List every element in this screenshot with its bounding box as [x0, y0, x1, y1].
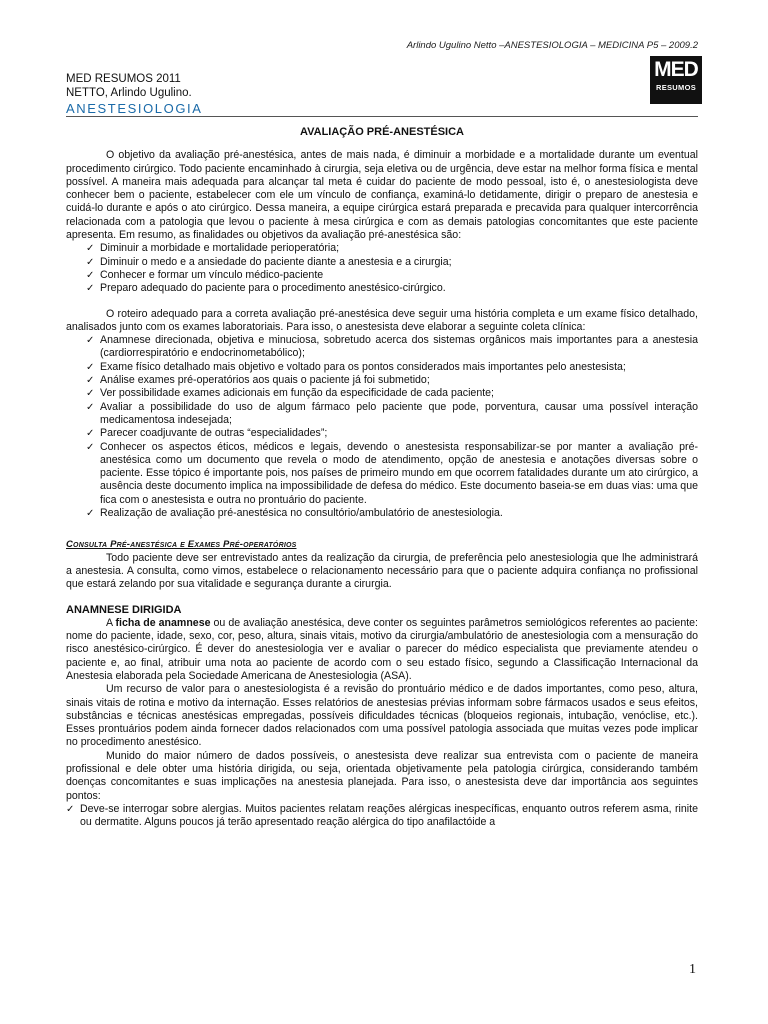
anamnese-paragraph-2: Um recurso de valor para o anestesiologista é a revisão do prontuário médico e de dados importantes, como peso, altura, sinais vitais de rotina e motivo da internação. Esses relatórios de anestesias prévias informam sobre fármacos usados e seus efeitos, substâncias e técnicas anestésicas empregadas, possíveis dificuldades técnicas (bloqueios regionais, intubação, venóclise, etc.). Esses prontuários podem ainda fornecer dados relacionados com uma possível patologia associada que muitas vezes pode implicar no procedimento anestésico.	[66, 683, 698, 749]
list-item: ✓ Parecer coadjuvante de outras “especialidades”;	[86, 427, 698, 440]
list-item: ✓ Diminuir a morbidade e mortalidade perioperatória;	[86, 242, 698, 255]
page-number: 1	[689, 962, 696, 977]
list-item: ✓ Exame físico detalhado mais objetivo e voltado para os pontos considerados mais importantes pelo anestesista;	[86, 361, 698, 374]
anamnese-lead: A	[106, 616, 116, 629]
anamnese-points-list	[66, 803, 698, 830]
consulta-paragraph: Todo paciente deve ser entrevistado antes da realização da cirurgia, de preferência pelo anestesiologia que lhe administrará a anestesia. A consulta, como vimos, estabelece o relacionamento necessário para que o paciente adquira confiança no profissional que estará zelando por sua vitalidade e segurança durante a cirurgia.	[66, 551, 698, 591]
list-item: ✓ Realização de avaliação pré-anestésica no consultório/ambulatório de anestesiologia.	[86, 507, 698, 520]
list-item: ✓ Ver possibilidade exames adicionais em função da especificidade de cada paciente;	[86, 387, 698, 400]
section-heading-anamnese: ANAMNESE DIRIGIDA	[66, 603, 182, 616]
list-item: ✓ Conhecer e formar um vínculo médico-paciente	[86, 269, 698, 282]
anamnese-paragraph-1	[66, 617, 698, 683]
list-item: ✓ Avaliar a possibilidade do uso de algum fármaco pelo paciente que pode, porventura, causar uma possível interação medicamentosa indesejada;	[86, 401, 698, 428]
logo-text-sub: RESUMOS	[655, 83, 697, 92]
logo-text-main: MED	[654, 58, 698, 81]
steps-list	[66, 334, 698, 520]
list-item: ✓ Preparo adequado do paciente para o procedimento anestésico-cirúrgico.	[86, 282, 698, 295]
header-subject: ANESTESIOLOGIA	[66, 101, 203, 116]
header-author: NETTO, Arlindo Ugulino.	[66, 87, 192, 99]
section-heading-consulta: Consulta Pré-anestésica e Exames Pré-operatórios	[66, 539, 297, 551]
header-series: MED RESUMOS 2011	[66, 73, 181, 85]
header-divider	[66, 116, 698, 117]
running-head: Arlindo Ugulino Netto –ANESTESIOLOGIA – MEDICINA P5 – 2009.2	[406, 40, 698, 51]
list-item: ✓ Análise exames pré-operatórios aos quais o paciente já foi submetido;	[86, 374, 698, 387]
goals-list	[66, 242, 698, 295]
med-resumos-logo	[650, 56, 702, 104]
roteiro-paragraph: O roteiro adequado para a correta avaliação pré-anestésica deve seguir uma história completa e um exame físico detalhado, analisados junto com os exames laboratoriais. Para isso, o anestesista deve elaborar a seguinte coleta clínica:	[66, 307, 698, 333]
anamnese-bold-term: ficha de anamnese	[115, 616, 211, 629]
document-body	[66, 124, 698, 830]
list-item: ✓ Deve-se interrogar sobre alergias. Muitos pacientes relatam reações alérgicas inespecíficas, enquanto outros referem asma, rinite ou dermatite. Alguns poucos já terão apresentado reação alérgica do tipo anafilactóide a	[66, 803, 698, 830]
page-title: AVALIAÇÃO PRÉ-ANESTÉSICA	[300, 126, 464, 138]
anamnese-paragraph-3: Munido do maior número de dados possíveis, o anestesista deve realizar sua entrevista com o paciente de maneira profissional e dele obter uma história dirigida, ou seja, orientada objetivamente pela patologia cirúrgica, considerando também doenças concomitantes e suas implicações na anestesia planejada. Para isso, o anestesista deve dar importância aos seguintes pontos:	[66, 749, 698, 802]
intro-paragraph: O objetivo da avaliação pré-anestésica, antes de mais nada, é diminuir a morbidade e a mortalidade durante um eventual procedimento cirúrgico. Todo paciente encaminhado à cirurgia, seja eletiva ou de urgência, deve estar na melhor forma física e mental possível. A maneira mais adequada para alcançar tal meta é cuidar do paciente de modo pessoal, isto é, o anestesiologista deve conhecer bem o paciente, estabelecer com ele um vínculo de confiança, examiná-lo detidamente, dirigir o preparo de anestesia e cuidá-lo durante e após o ato cirúrgico. Dessa maneira, a equipe cirúrgica estará preparada e precavida para qualquer intercorrência relacionada com a patologia que levou o paciente à mesa cirúrgica e com as demais patologias concomitantes que este paciente apresenta. Em resumo, as finalidades ou objetivos da avaliação pré-anestésica são:	[66, 149, 698, 242]
list-item: ✓ Diminuir o medo e a ansiedade do paciente diante a anestesia e a cirurgia;	[86, 256, 698, 269]
list-item: ✓ Conhecer os aspectos éticos, médicos e legais, devendo o anestesista responsabilizar-se por manter a avaliação pré-anestésica como um documento que revela o modo de atendimento, opção de anestesia e anotações diversas sobre o paciente. Esse tópico é importante pois, nos países de primeiro mundo em que ocorrem fatalidades durante um ato cirúrgico, a ausência deste documento implica na impossibilidade de defesa do médico. Este documento baseia-se em duas vias: uma que fica com o anestesista e outra no prontuário do paciente.	[86, 441, 698, 507]
anamnese-rest: ou de avaliação anestésica, deve conter os seguintes parâmetros semiológicos referentes ao paciente: nome do paciente, idade, sexo, cor, peso, altura, sinais vitais, motivo da cirurgia/ambulatório de anestesiologia com a mensuração do risco anestésico-cirúrgico. É dever do anestesiologia ver e avaliar o parecer do médico especialista que previamente atendeu o paciente e, ao final, atribuir uma nota ao paciente de acordo com o seu estado físico, segundo a Classificação Internacional da Anestesia elaborada pela Sociedade Americana de Anestesiologia (ASA).	[66, 616, 698, 682]
list-item: ✓ Anamnese direcionada, objetiva e minuciosa, sobretudo acerca dos sistemas orgânicos mais importantes para a anestesia (cardiorrespiratório e endocrinometabólico);	[86, 334, 698, 361]
document-header	[66, 72, 698, 118]
